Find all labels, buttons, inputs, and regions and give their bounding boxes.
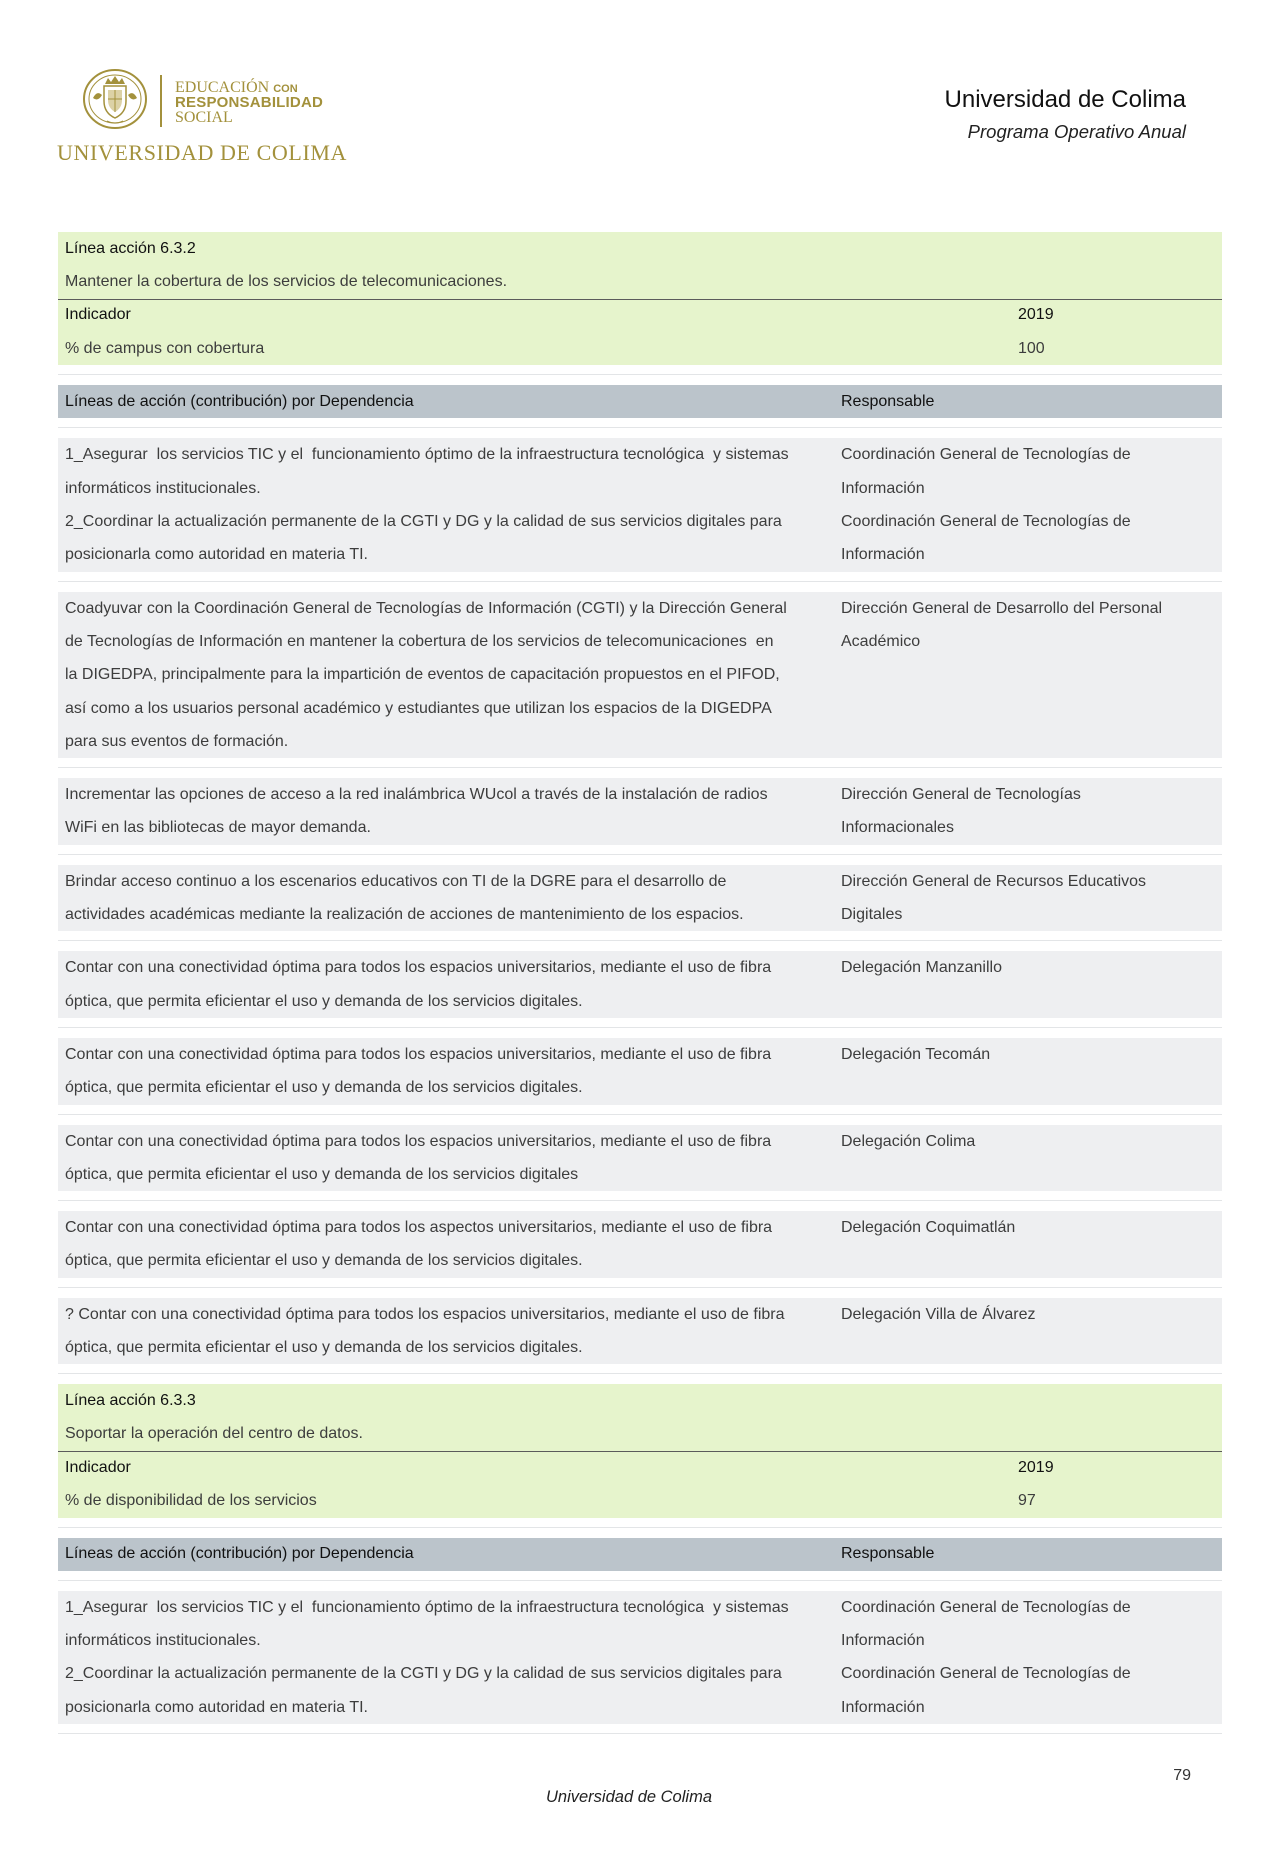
table-row: [58, 778, 1222, 845]
logo-divider: [160, 75, 162, 127]
action-text-line: de Tecnologías de Información en mantener la cobertura de los servicios de telecomunicaciones en: [65, 632, 774, 650]
responsable-text-line: Académico: [841, 632, 921, 650]
indicador-text: % de campus con cobertura: [65, 339, 265, 357]
logo-tagline-responsabilidad: RESPONSABILIDAD: [175, 94, 324, 111]
indicador-year: 2019: [1018, 306, 1054, 324]
responsable-text-line: Coordinación General de Tecnologías de: [841, 513, 1131, 531]
indicador-label: Indicador: [65, 306, 131, 324]
table-row: [58, 1038, 1222, 1105]
action-text-line: informáticos institucionales.: [65, 1632, 261, 1650]
responsable-text-line: Coordinación General de Tecnologías de: [841, 446, 1131, 464]
linea-accion-text: Soportar la operación del centro de datos.: [65, 1425, 363, 1443]
action-text-line: 2_Coordinar la actualización permanente de la CGTI y DG y la calidad de sus servicios digitales para: [65, 1665, 782, 1683]
responsable-text-line: Información: [841, 1698, 925, 1716]
responsable-text: [841, 1125, 1222, 1192]
action-text: [65, 505, 841, 572]
responsable-text-line: Delegación Villa de Álvarez: [841, 1305, 1036, 1323]
indicador-label: Indicador: [65, 1458, 131, 1476]
footer-text: Universidad de Colima: [546, 1788, 712, 1806]
table-row: [58, 1591, 1222, 1724]
action-text-line: actividades académicas mediante la realización de acciones de mantenimiento de los espacios.: [65, 906, 744, 924]
row-item: [65, 778, 1222, 845]
responsable-text: [841, 1591, 1222, 1658]
table-row: [58, 951, 1222, 1018]
action-text-line: Contar con una conectividad óptima para todos los aspectos universitarios, mediante el uso de fibra: [65, 1219, 773, 1237]
university-logo: [0, 0, 420, 180]
responsable-text: [841, 438, 1222, 505]
action-text-line: óptica, que permita eficientar el uso y demanda de los servicios digitales: [65, 1165, 579, 1183]
table-header-lineas: Líneas de acción (contribución) por Dependencia: [65, 1545, 414, 1563]
action-text-line: WiFi en las bibliotecas de mayor demanda.: [65, 819, 371, 837]
logo-wordmark: UNIVERSIDAD DE COLIMA: [57, 140, 348, 165]
row-item: [65, 1125, 1222, 1192]
action-text: [65, 1298, 841, 1365]
table-row: [58, 438, 1222, 571]
responsable-text-line: Delegación Tecomán: [841, 1045, 991, 1063]
action-text-line: óptica, que permita eficientar el uso y demanda de los servicios digitales.: [65, 1079, 583, 1097]
indicador-row: [58, 1484, 1222, 1517]
responsable-text: [841, 778, 1222, 845]
action-text-line: la DIGEDPA, principalmente para la impartición de eventos de capacitación propuestos en el PIFOD,: [65, 666, 780, 684]
header-subtitle: Programa Operativo Anual: [967, 121, 1186, 142]
university-seal-icon: [80, 67, 150, 131]
logo-tagline-educacion: EDUCACIÓN: [175, 79, 270, 96]
table-row: [58, 592, 1222, 758]
responsable-text-line: Información: [841, 479, 925, 497]
indicador-header-row: [58, 299, 1222, 332]
row-item: [65, 865, 1222, 932]
row-item: [65, 1211, 1222, 1278]
responsable-text-line: Coordinación General de Tecnologías de: [841, 1598, 1131, 1616]
responsable-text-line: Delegación Coquimatlán: [841, 1219, 1016, 1237]
table-row: [58, 1211, 1222, 1278]
action-text-line: 1_Asegurar los servicios TIC y el funcionamiento óptimo de la infraestructura tecnológica y sistemas: [65, 446, 789, 464]
responsable-text: [841, 865, 1222, 932]
action-text: [65, 865, 841, 932]
action-text-line: así como a los usuarios personal académico y estudiantes que utilizan los espacios de la DIGEDPA: [65, 699, 772, 717]
row-item: [65, 1298, 1222, 1365]
action-text: [65, 1211, 841, 1278]
table-header-lineas: Líneas de acción (contribución) por Dependencia: [65, 392, 414, 410]
logo-tagline-social: SOCIAL: [175, 109, 233, 126]
action-text-line: Contar con una conectividad óptima para todos los espacios universitarios, mediante el uso de fibra: [65, 1045, 772, 1063]
responsable-text: [841, 951, 1222, 1018]
responsable-text: [841, 1657, 1222, 1724]
linea-accion-description-row: [58, 1418, 1222, 1451]
action-text: [65, 1657, 841, 1724]
action-text-line: óptica, que permita eficientar el uso y demanda de los servicios digitales.: [65, 1339, 583, 1357]
responsable-text-line: Informacionales: [841, 819, 954, 837]
linea-accion-label: Línea acción 6.3.3: [65, 1391, 196, 1409]
table-header: [58, 1538, 1222, 1571]
row-item: [65, 592, 1222, 758]
page-number: 79: [1173, 1767, 1191, 1784]
responsable-text: [841, 1211, 1222, 1278]
action-text-line: Contar con una conectividad óptima para todos los espacios universitarios, mediante el uso de fibra: [65, 959, 772, 977]
responsable-text: [841, 1298, 1222, 1365]
row-item: [65, 438, 1222, 505]
row-item: [65, 1591, 1222, 1658]
responsable-text: [841, 505, 1222, 572]
responsable-text-line: Delegación Manzanillo: [841, 959, 1002, 977]
table-row: [58, 865, 1222, 932]
row-item: [65, 1657, 1222, 1724]
responsable-text: [841, 1038, 1222, 1105]
responsable-text-line: Delegación Colima: [841, 1132, 976, 1150]
action-text: [65, 1125, 841, 1192]
action-text-line: Brindar acceso continuo a los escenarios educativos con TI de la DGRE para el desarrollo de: [65, 872, 727, 890]
action-text-line: Contar con una conectividad óptima para todos los espacios universitarios, mediante el uso de fibra: [65, 1132, 772, 1150]
indicador-value: 100: [1018, 339, 1045, 357]
responsable-text-line: Digitales: [841, 906, 903, 924]
action-text-line: posicionarla como autoridad en materia TI.: [65, 1698, 368, 1716]
linea-accion-block: [58, 1384, 1222, 1517]
action-text-line: 2_Coordinar la actualización permanente de la CGTI y DG y la calidad de sus servicios digitales para: [65, 513, 782, 531]
indicador-row: [58, 332, 1222, 365]
linea-accion-block: [58, 232, 1222, 365]
row-item: [65, 951, 1222, 1018]
responsable-text: [841, 592, 1222, 758]
action-text-line: Incrementar las opciones de acceso a la red inalámbrica WUcol a través de la instalación de radios: [65, 786, 768, 804]
responsable-text-line: Dirección General de Desarrollo del Personal: [841, 599, 1163, 617]
linea-accion-label: Línea acción 6.3.2: [65, 239, 196, 257]
indicador-header-row: [58, 1451, 1222, 1484]
responsable-text-line: Dirección General de Recursos Educativos: [841, 872, 1147, 890]
indicador-text: % de disponibilidad de los servicios: [65, 1491, 317, 1509]
action-text-line: ? Contar con una conectividad óptima para todos los espacios universitarios, mediante el uso de fibra: [65, 1305, 785, 1323]
poa-table: [58, 232, 1222, 1744]
linea-accion-row: [58, 1384, 1222, 1417]
action-text-line: 1_Asegurar los servicios TIC y el funcionamiento óptimo de la infraestructura tecnológica y sistemas: [65, 1598, 789, 1616]
responsable-text-line: Información: [841, 1632, 925, 1650]
logo-tagline-con: CON: [273, 83, 298, 95]
action-text: [65, 1038, 841, 1105]
linea-accion-text: Mantener la cobertura de los servicios de telecomunicaciones.: [65, 272, 508, 290]
action-text-line: para sus eventos de formación.: [65, 732, 289, 750]
action-text-line: posicionarla como autoridad en materia TI.: [65, 546, 368, 564]
linea-accion-description-row: [58, 265, 1222, 298]
responsable-text-line: Información: [841, 546, 925, 564]
action-text-line: Coadyuvar con la Coordinación General de Tecnologías de Información (CGTI) y la Dirección General: [65, 599, 787, 617]
action-text: [65, 592, 841, 758]
action-text-line: óptica, que permita eficientar el uso y demanda de los servicios digitales.: [65, 1252, 583, 1270]
linea-accion-row: [58, 232, 1222, 265]
action-text: [65, 951, 841, 1018]
row-item: [65, 1038, 1222, 1105]
header-title: Universidad de Colima: [944, 86, 1186, 113]
responsable-text-line: Dirección General de Tecnologías: [841, 786, 1081, 804]
indicador-year: 2019: [1018, 1458, 1054, 1476]
indicador-value: 97: [1018, 1491, 1036, 1509]
table-header-responsable: Responsable: [841, 392, 935, 410]
action-text: [65, 1591, 841, 1658]
row-item: [65, 505, 1222, 572]
table-header-responsable: Responsable: [841, 1545, 935, 1563]
responsable-text-line: Coordinación General de Tecnologías de: [841, 1665, 1131, 1683]
action-text: [65, 438, 841, 505]
table-header: [58, 385, 1222, 418]
table-row: [58, 1298, 1222, 1365]
table-row: [58, 1125, 1222, 1192]
action-text-line: óptica, que permita eficientar el uso y demanda de los servicios digitales.: [65, 992, 583, 1010]
action-text: [65, 778, 841, 845]
action-text-line: informáticos institucionales.: [65, 479, 261, 497]
